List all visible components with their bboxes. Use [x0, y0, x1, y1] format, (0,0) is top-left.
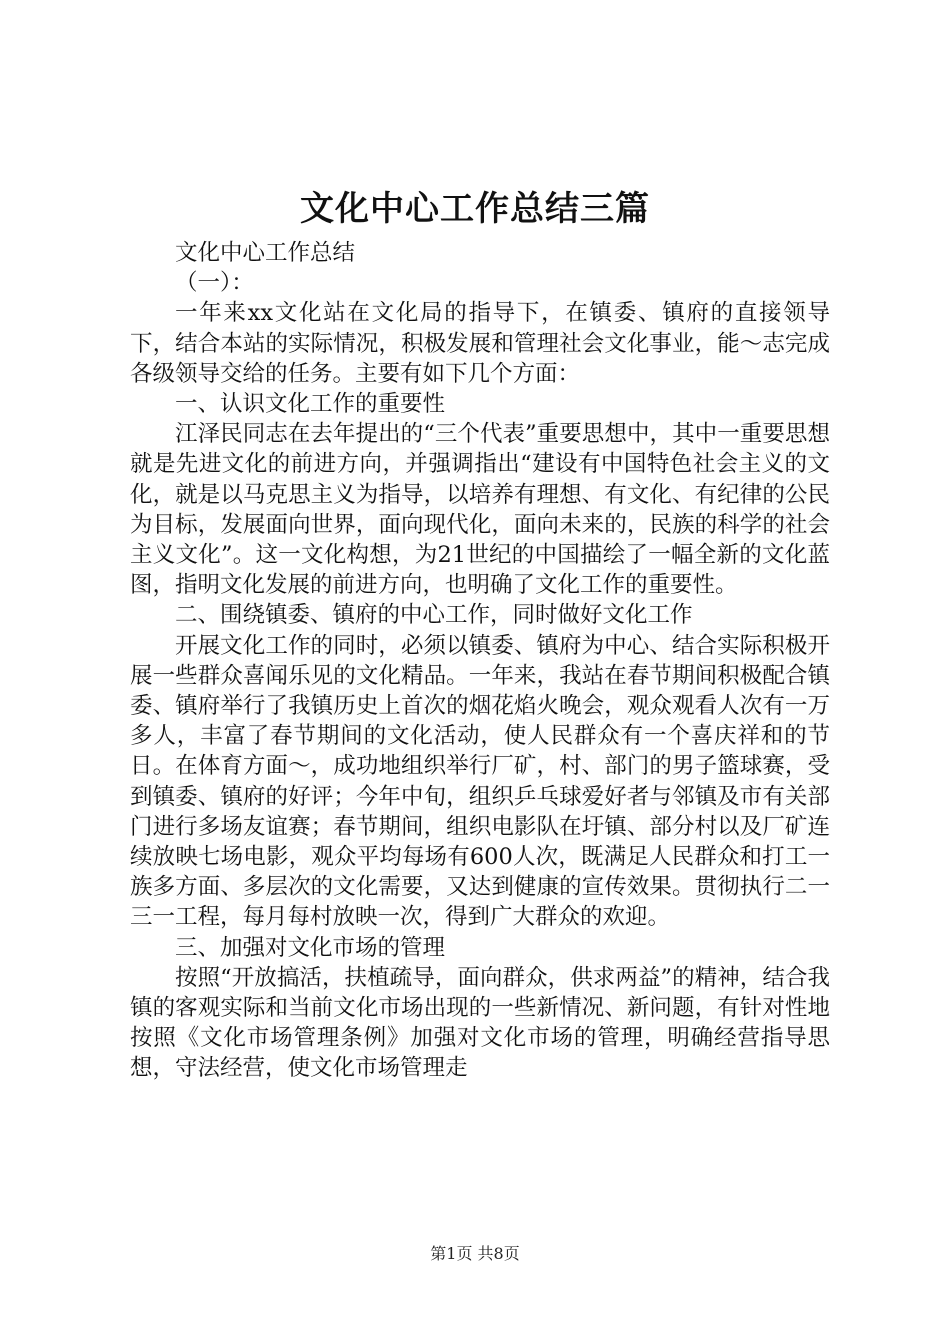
document-title: 文化中心工作总结三篇 — [300, 189, 650, 229]
body-paragraph-heading: 文化中心工作总结 — [175, 240, 356, 266]
section-heading: 一、认识文化工作的重要性 — [175, 391, 446, 418]
section-heading: 三、加强对文化市场的管理 — [175, 934, 446, 961]
body-paragraph: 按照“开放搞活，扶植疏导，面向群众，供求两益”的精神，结合我镇的客观实际和当前文化市场出现的一些新情况、新问题，有针对性地按照《文化市场管理条例》加强对文化市场的管理，明确经营指导思想，守法经营，使文化市场管理走 — [130, 964, 830, 1082]
body-paragraph-number: （一）： — [175, 270, 254, 297]
body-paragraph: 江泽民同志在去年提出的“三个代表”重要思想中，其中一重要思想就是先进文化的前进方向，并强调指出“建设有中国特色社会主义的文化，就是以马克思主义为指导，以培养有理想、有文化、有纪律的公民为目标，发展面向世界，面向现代化，面向未来的，民族的科学的社会主义文化”。这一文化构想，为21世纪的中国描绘了一幅全新的文化蓝图，指明文化发展的前进方向，也明确了文化工作的重要性。 — [130, 421, 830, 599]
document-body — [130, 238, 830, 1084]
body-paragraph: 一年来xx文化站在文化局的指导下，在镇委、镇府的直接领导下，结合本站的实际情况，积极发展和管理社会文化事业，能～志完成各级领导交给的任务。主要有如下几个方面： — [130, 300, 830, 387]
page-footer: 第1页 共8页 — [430, 1244, 520, 1263]
body-paragraph: 开展文化工作的同时，必须以镇委、镇府为中心、结合实际积极开展一些群众喜闻乐见的文化精品。一年来，我站在春节期间积极配合镇委、镇府举行了我镇历史上首次的烟花焰火晚会，观众观看人次有一万多人，丰富了春节期间的文化活动，使人民群众有一个喜庆祥和的节日。在体育方面～，成功地组织举行厂矿，村、部门的男子篮球赛，受到镇委、镇府的好评；今年中旬，组织乒乓球爱好者与邻镇及市有关部门进行多场友谊赛；春节期间，组织电影队在圩镇、部分村以及厂矿连续放映七场电影，观众平均每场有600人次，既满足人民群众和打工一族多方面、多层次的文化需要，又达到健康的宣传效果。贯彻执行二一三一工程，每月每村放映一次，得到广大群众的欢迎。 — [130, 632, 830, 931]
section-heading: 二、围绕镇委、镇府的中心工作，同时做好文化工作 — [175, 602, 693, 629]
